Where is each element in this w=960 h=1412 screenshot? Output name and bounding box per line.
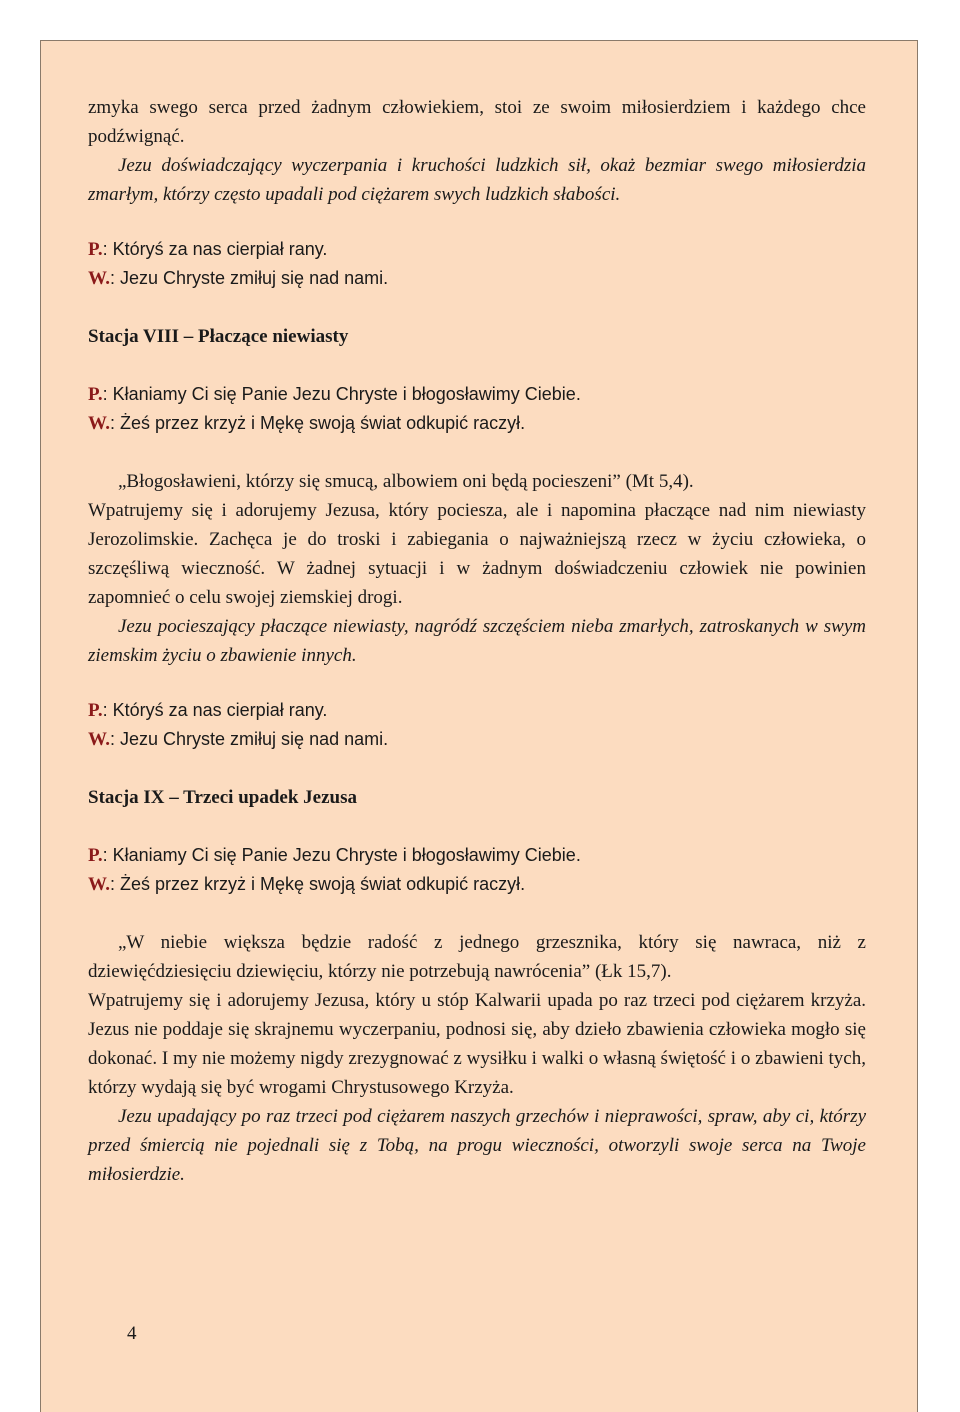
page-content bbox=[88, 93, 866, 1189]
station-9-title: Stacja IX – Trzeci upadek Jezusa bbox=[88, 787, 357, 808]
response-people: W.: Jezu Chryste zmiłuj się nad nami. bbox=[88, 268, 389, 289]
prayer-paragraph: Jezu doświadczający wyczerpania i kruchości ludzkich sił, okaż bezmiar swego miłosierdzia zmarłym, którzy często upadali pod ciężarem swych ludzkich słabości. bbox=[88, 155, 866, 205]
station-9-body: Wpatrujemy się i adorujemy Jezusa, który u stóp Kalwarii upada po raz trzeci pod ciężarem krzyża. Jezus nie poddaje się skrajnemu wyczerpaniu, podnosi się, aby dzieło zbawienia człowieka mogło się dokonać. I my nie możemy nigdy zrezygnować z wysiłku i walki o własną świętość i o zbawieni tych, którzy wydają się być wrogami Chrystusowego Krzyża. bbox=[88, 990, 866, 1098]
station-8-response-priest-2: P.: Któryś za nas cierpiał rany. bbox=[88, 700, 328, 721]
station-9-prayer: Jezu upadający po raz trzeci pod ciężarem naszych grzechów i nieprawości, spraw, aby ci, którzy przed śmiercią nie pojednali się z Tobą, na progu wieczności, otworzyli swoje serca na Twoje miłosierdzie. bbox=[88, 1106, 866, 1185]
station-9-quote: „W niebie większa będzie radość z jednego grzesznika, który się nawraca, niż z dziewięćdziesięciu dziewięciu, którzy nie potrzebują nawrócenia” (Łk 15,7). bbox=[88, 932, 866, 982]
station-8-body: Wpatrujemy się i adorujemy Jezusa, który pociesza, ale i napomina płaczące nad nim niewiasty Jerozolimskie. Zachęca je do troski i zabiegania o najważniejszą rzecz w życiu człowieka, o szczęśliwą wieczność. W żadnej sytuacji i w żadnym doświadczeniu człowiek nie powinien zapomnieć o celu swojej ziemskiej drogi. bbox=[88, 500, 866, 608]
paragraph-continuation: zmyka swego serca przed żadnym człowiekiem, stoi ze swoim miłosierdziem i każdego chce podźwignąć. bbox=[88, 97, 866, 147]
station-8-response-priest: P.: Kłaniamy Ci się Panie Jezu Chryste i błogosławimy Ciebie. bbox=[88, 384, 581, 405]
document-page bbox=[40, 40, 918, 1412]
page-number: 4 bbox=[127, 1323, 137, 1344]
response-priest: P.: Któryś za nas cierpiał rany. bbox=[88, 239, 328, 260]
station-8-prayer: Jezu pocieszający płaczące niewiasty, nagródź szczęściem nieba zmarłych, zatroskanych w swym ziemskim życiu o zbawienie innych. bbox=[88, 616, 866, 666]
station-8-title: Stacja VIII – Płaczące niewiasty bbox=[88, 326, 349, 347]
station-9-response-people: W.: Żeś przez krzyż i Mękę swoją świat odkupić raczył. bbox=[88, 874, 526, 895]
station-8-response-people: W.: Żeś przez krzyż i Mękę swoją świat odkupić raczył. bbox=[88, 413, 526, 434]
station-9-response-priest: P.: Kłaniamy Ci się Panie Jezu Chryste i błogosławimy Ciebie. bbox=[88, 845, 581, 866]
station-8-quote: „Błogosławieni, którzy się smucą, albowiem oni będą pocieszeni” (Mt 5,4). bbox=[118, 471, 694, 492]
station-8-response-people-2: W.: Jezu Chryste zmiłuj się nad nami. bbox=[88, 729, 389, 750]
